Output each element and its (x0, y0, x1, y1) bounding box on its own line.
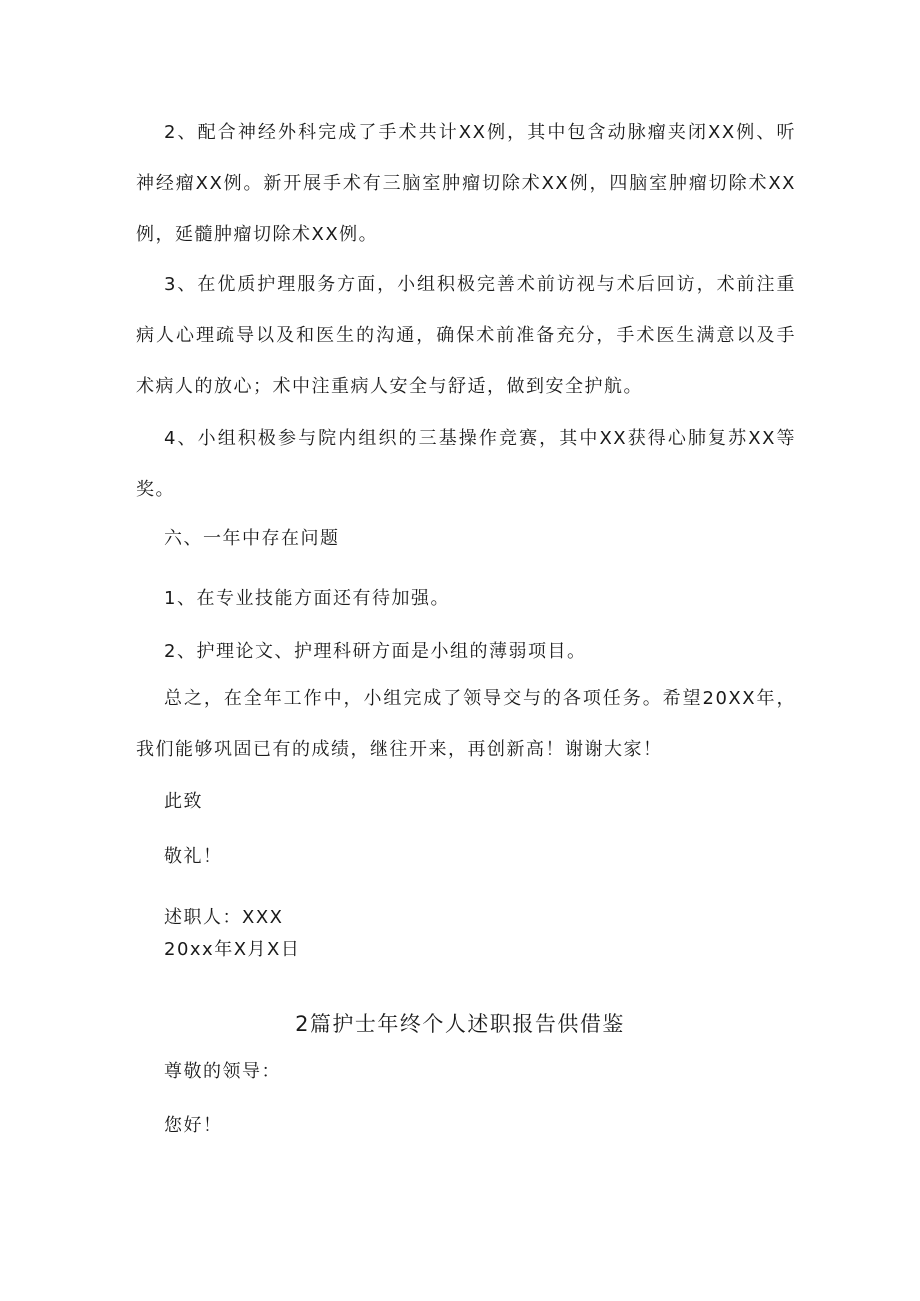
section-heading-problems: 六、一年中存在问题 (164, 528, 340, 549)
salutation-line: 尊敬的领导： (164, 1061, 281, 1082)
issue-item-1: 1、在专业技能方面还有待加强。 (164, 588, 450, 609)
summary-paragraph: 总之，在全年工作中，小组完成了领导交与的各项任务。希望20XX年，我们能够巩固已有的成绩，继往开来，再创新高！谢谢大家！ (136, 688, 796, 760)
next-section-title: 2篇护士年终个人述职报告供借鉴 (295, 1012, 625, 1036)
issue-item-2: 2、护理论文、护理科研方面是小组的薄弱项目。 (164, 641, 587, 662)
paragraph-item-3: 3、在优质护理服务方面，小组积极完善术前访视与术后回访，术前注重病人心理疏导以及和医生的沟通，确保术前准备充分，手术医生满意以及手术病人的放心；术中注重病人安全与舒适，做到安全护航。 (136, 274, 796, 397)
closing-line-1: 此致 (164, 791, 203, 812)
greeting-line: 您好！ (164, 1115, 223, 1136)
closing-line-2: 敬礼！ (164, 846, 223, 867)
paragraph-item-4: 4、小组积极参与院内组织的三基操作竞赛，其中XX获得心肺复苏XX等奖。 (136, 428, 796, 500)
signer-line: 述职人：XXX (164, 907, 284, 928)
paragraph-item-2: 2、配合神经外科完成了手术共计XX例，其中包含动脉瘤夹闭XX例、听神经瘤XX例。新开展手术有三脑室肿瘤切除术XX例，四脑室肿瘤切除术XX例，延髓肿瘤切除术XX例。 (136, 122, 796, 245)
date-line: 20xx年X月X日 (164, 939, 301, 960)
